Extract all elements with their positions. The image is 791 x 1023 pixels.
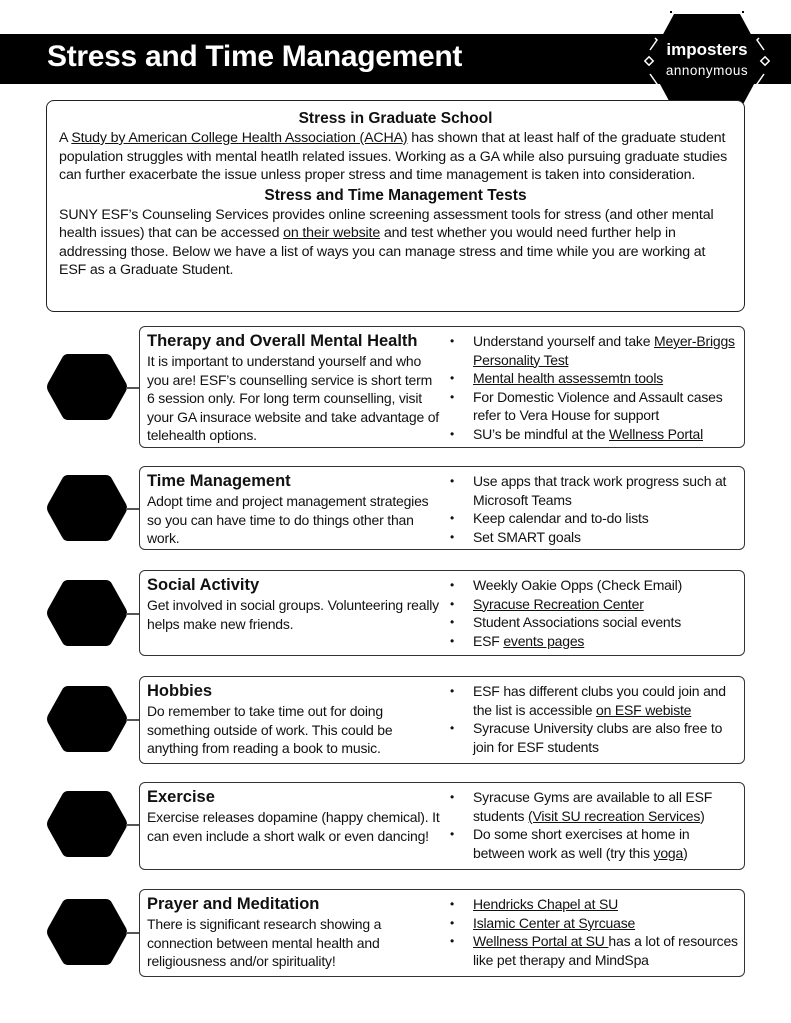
tips-list xyxy=(448,576,743,650)
page-title: Stress and Time Management xyxy=(47,40,463,73)
tip-text: Use apps that track work progress such at Microsoft Teams xyxy=(473,473,727,508)
section-summary xyxy=(147,787,442,845)
intro-paragraph-2 xyxy=(59,206,732,280)
tip-item xyxy=(448,825,743,862)
tip-text: has a lot of resources like pet therapy and MindSpa xyxy=(473,933,738,968)
logo-text-imposters: imposters xyxy=(666,40,748,59)
acha-study-link[interactable]: Study by American College Health Association (ACHA) xyxy=(71,130,408,146)
section-card xyxy=(139,326,745,448)
tip-item xyxy=(448,719,743,756)
tip-item xyxy=(448,932,743,969)
tip-item xyxy=(448,388,743,425)
tips-list xyxy=(448,895,743,969)
section-description: Do remember to take time out for doing something outside of work. This could be anything from reading a book to music. xyxy=(147,703,393,756)
tip-text: Keep calendar and to-do lists xyxy=(473,510,649,526)
section-tips xyxy=(448,895,743,969)
section-description: Get involved in social groups. Volunteering really helps make new friends. xyxy=(147,597,439,632)
hexagon-logo-icon xyxy=(644,10,770,114)
connector-line xyxy=(126,613,140,615)
tip-item xyxy=(448,509,743,528)
connector-line xyxy=(126,932,140,934)
tip-item xyxy=(448,369,743,388)
section-card xyxy=(139,466,745,550)
tip-text: ESF xyxy=(473,632,504,649)
section-tips xyxy=(448,472,743,546)
tip-item xyxy=(448,914,743,933)
tip-link[interactable]: Mental health assessemtn tools xyxy=(473,370,664,386)
tip-text: Do some short exercises at home in between work as well (try this xyxy=(473,826,690,861)
tip-link[interactable]: Wellness Portal xyxy=(609,425,704,442)
text: SUNY ESF’s Counseling Services provides online screening assessment tools for stress (and other mental health issues) that can be accessed xyxy=(59,206,714,241)
tip-link[interactable]: Hendricks Chapel at SU xyxy=(473,896,618,912)
tip-link[interactable]: Meyer-Briggs Personality Test xyxy=(473,333,735,368)
hexagon-icon xyxy=(46,789,128,859)
section-tips xyxy=(448,332,743,443)
logo-text-annonymous: annonymous xyxy=(665,63,749,78)
tip-item xyxy=(448,632,743,651)
tip-text: ESF has different clubs you could join and the list is accessible xyxy=(473,683,726,718)
text: and test whether you would need further help in addressing those. Below we have a list of ways you can manage stress and time while you are working at ESF as a Graduate Student. xyxy=(59,225,706,278)
tip-text: ) xyxy=(683,844,688,861)
text: A xyxy=(59,130,72,146)
tip-item xyxy=(448,472,743,509)
tip-text: Understand yourself and take xyxy=(473,333,654,349)
section-card xyxy=(139,889,745,977)
heading-stress-tests: Stress and Time Management Tests xyxy=(264,186,527,204)
tip-item xyxy=(448,425,743,444)
section-tips xyxy=(448,576,743,650)
section-card xyxy=(139,570,745,656)
tips-list xyxy=(448,682,743,756)
connector-line xyxy=(126,824,140,826)
tip-item xyxy=(448,613,743,632)
section-title: Time Management xyxy=(147,472,291,490)
section-card xyxy=(139,782,745,870)
tip-text: Set SMART goals xyxy=(473,528,581,545)
tip-item xyxy=(448,528,743,547)
tip-text: For Domestic Violence and Assault cases refer to Vera House for support xyxy=(473,388,723,423)
tips-list xyxy=(448,788,743,862)
section-summary xyxy=(147,894,442,971)
section-title: Therapy and Overall Mental Health xyxy=(147,332,418,350)
hexagon-icon xyxy=(46,684,128,754)
tip-item xyxy=(448,895,743,914)
section-card xyxy=(139,676,745,764)
section-description: There is significant research showing a connection between mental health and religiousness and/or spirituality! xyxy=(147,916,382,969)
tip-text: Syracuse Gyms are available to all ESF students xyxy=(473,789,713,824)
section-title: Hobbies xyxy=(147,682,213,700)
hexagon-icon xyxy=(46,352,128,422)
tip-text: Syracuse University clubs are also free to join for ESF students xyxy=(473,720,723,755)
tip-text: ) xyxy=(700,807,705,824)
section-title: Social Activity xyxy=(147,576,260,594)
hexagon-icon xyxy=(46,578,128,648)
heading-stress-in-graduate-school: Stress in Graduate School xyxy=(298,110,493,127)
section-summary xyxy=(147,471,442,548)
hexagon-icon xyxy=(46,473,128,543)
tip-item xyxy=(448,788,743,825)
tip-link[interactable]: Syracuse Recreation Center xyxy=(473,595,644,612)
tips-list xyxy=(448,472,743,546)
section-description: Adopt time and project management strategies so you can have time to do things other than work. xyxy=(147,493,429,546)
tip-item xyxy=(448,682,743,719)
connector-line xyxy=(126,508,140,510)
tip-link[interactable]: on ESF webiste xyxy=(596,701,692,718)
section-tips xyxy=(448,788,743,862)
section-summary xyxy=(147,681,442,758)
section-title: Prayer and Meditation xyxy=(147,895,320,913)
section-description: Exercise releases dopamine (happy chemical). It can even include a short walk or even dancing! xyxy=(147,809,440,844)
tip-link[interactable]: yoga xyxy=(653,844,684,861)
tips-list xyxy=(448,332,743,443)
intro-box xyxy=(46,100,745,312)
imposters-annonymous-logo xyxy=(644,10,770,114)
section-title: Exercise xyxy=(147,788,215,806)
section-summary xyxy=(147,575,442,633)
tip-item xyxy=(448,332,743,369)
tip-text: SU’s be mindful at the xyxy=(473,425,609,442)
tip-item xyxy=(448,576,743,595)
hexagon-icon xyxy=(46,897,128,967)
tip-link[interactable]: events pages xyxy=(503,632,585,649)
tip-link[interactable]: Islamic Center at Syrcuase xyxy=(473,914,636,931)
section-summary xyxy=(147,331,442,445)
intro-paragraph-1 xyxy=(59,129,732,185)
tip-link[interactable]: (Visit SU recreation Services xyxy=(528,807,701,824)
tip-text: Student Associations social events xyxy=(473,614,681,630)
connector-line xyxy=(126,719,140,721)
connector-line xyxy=(126,387,140,389)
counseling-website-link[interactable]: on their website xyxy=(283,225,381,241)
text: has shown that at least half of the graduate student population struggles with mental heatlh related issues. Working as a GA while also pursuing graduate studies can further exacerbate the issue unless proper stress and time management is taken into consideration. xyxy=(59,130,728,183)
tip-link[interactable]: Wellness Portal at SU xyxy=(473,933,609,949)
section-tips xyxy=(448,682,743,756)
tip-item xyxy=(448,595,743,614)
section-description: It is important to understand yourself and who you are! ESF’s counselling service is short term 6 session only. For long term counselling, visit your GA insurace website and take advantage of telehealth options. xyxy=(147,353,439,443)
tip-text: Weekly Oakie Opps (Check Email) xyxy=(473,577,683,593)
